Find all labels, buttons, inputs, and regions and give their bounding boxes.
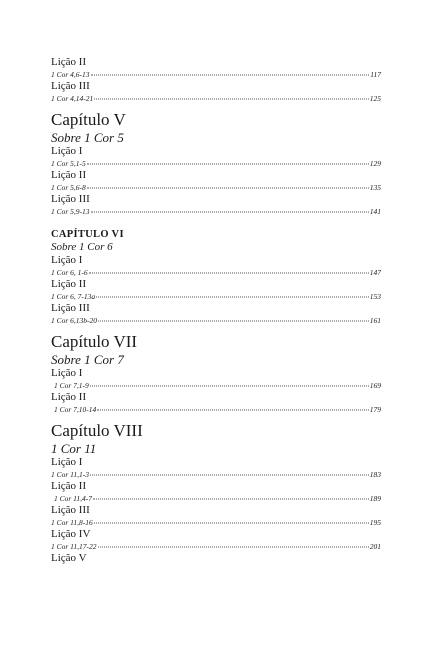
lesson-label: Lição IV [51,528,91,540]
page-number: 189 [369,494,381,503]
toc-entry [51,469,381,480]
page-number: 161 [369,316,381,325]
scripture-reference: 1 Cor 6,13b-20 [51,316,98,325]
toc-entry [51,206,381,217]
dot-leader [89,273,369,274]
scripture-reference: 1 Cor 6, 7-13a [51,292,96,301]
dot-leader [87,164,369,165]
toc-entry [51,93,381,104]
toc-entry [51,315,381,326]
dot-leader [90,475,369,476]
page-number: 169 [369,381,381,390]
lesson-label: Lição I [51,254,83,266]
page-number: 147 [369,268,381,277]
lesson-label: Lição III [51,80,90,92]
dot-leader [93,499,369,500]
dot-leader [97,410,368,411]
chapter-title: Capítulo VII [51,332,138,351]
chapter-title: Capítulo VIII [51,421,143,440]
toc-entry [51,69,381,80]
lesson-label: Lição III [51,302,90,314]
dot-leader [94,99,368,100]
lesson-label: Lição V [51,552,87,564]
lesson-label: Lição III [51,193,90,205]
lesson-label: Lição I [51,367,83,379]
scripture-reference: 1 Cor 7,10-14 [54,405,97,414]
toc-entry [51,158,381,169]
lesson-label: Lição I [51,456,83,468]
scripture-reference: 1 Cor 11,1-3 [51,470,89,479]
lesson-label: Lição I [51,145,83,157]
page-number: 195 [369,518,381,527]
scripture-reference: 1 Cor 5,1-5 [51,159,86,168]
lesson-label: Lição II [51,169,87,181]
toc-entry [51,517,381,528]
dot-leader [91,212,369,213]
chapter-subtitle: Sobre 1 Cor 5 [51,130,124,145]
lesson-label: Lição II [51,391,87,403]
lesson-label: Lição III [51,504,90,516]
toc-entry [51,182,381,193]
dot-leader [98,547,369,548]
lesson-label: Lição II [51,480,87,492]
dot-leader [96,297,369,298]
page-number: 135 [369,183,381,192]
page-number: 117 [370,70,381,79]
dot-leader [91,75,370,76]
dot-leader [94,523,369,524]
page-number: 183 [369,470,381,479]
page-number: 125 [369,94,381,103]
page-number: 141 [369,207,381,216]
toc-entry [51,493,381,504]
dot-leader [90,386,369,387]
scripture-reference: 1 Cor 5,6-8 [51,183,86,192]
toc-entry [51,291,381,302]
toc-entry [51,267,381,278]
dot-leader [87,188,369,189]
page-number: 153 [369,292,381,301]
scripture-reference: 1 Cor 4,6-13 [51,70,90,79]
lesson-label: Lição II [51,278,87,290]
chapter-subtitle: 1 Cor 11 [51,441,97,456]
scripture-reference: 1 Cor 11,17-22 [51,542,97,551]
toc-entry [51,404,381,415]
toc-entry [51,541,381,552]
page-number: 129 [369,159,381,168]
scripture-reference: 1 Cor 7,1-9 [54,381,89,390]
table-of-contents [51,56,381,565]
scripture-reference: 1 Cor 4,14-21 [51,94,94,103]
scripture-reference: 1 Cor 5,9-13 [51,207,90,216]
lesson-label: Lição II [51,56,87,68]
chapter-title: CAPÍTULO VI [51,229,124,240]
dot-leader [98,321,369,322]
toc-entry [51,380,381,391]
scripture-reference: 1 Cor 6, 1-6 [51,268,88,277]
chapter-subtitle: Sobre 1 Cor 6 [51,241,113,253]
scripture-reference: 1 Cor 11,8-16 [51,518,93,527]
scripture-reference: 1 Cor 11,4-7 [54,494,92,503]
page-number: 179 [369,405,381,414]
page-number: 201 [369,542,381,551]
chapter-subtitle: Sobre 1 Cor 7 [51,352,124,367]
chapter-title: Capítulo V [51,110,126,129]
